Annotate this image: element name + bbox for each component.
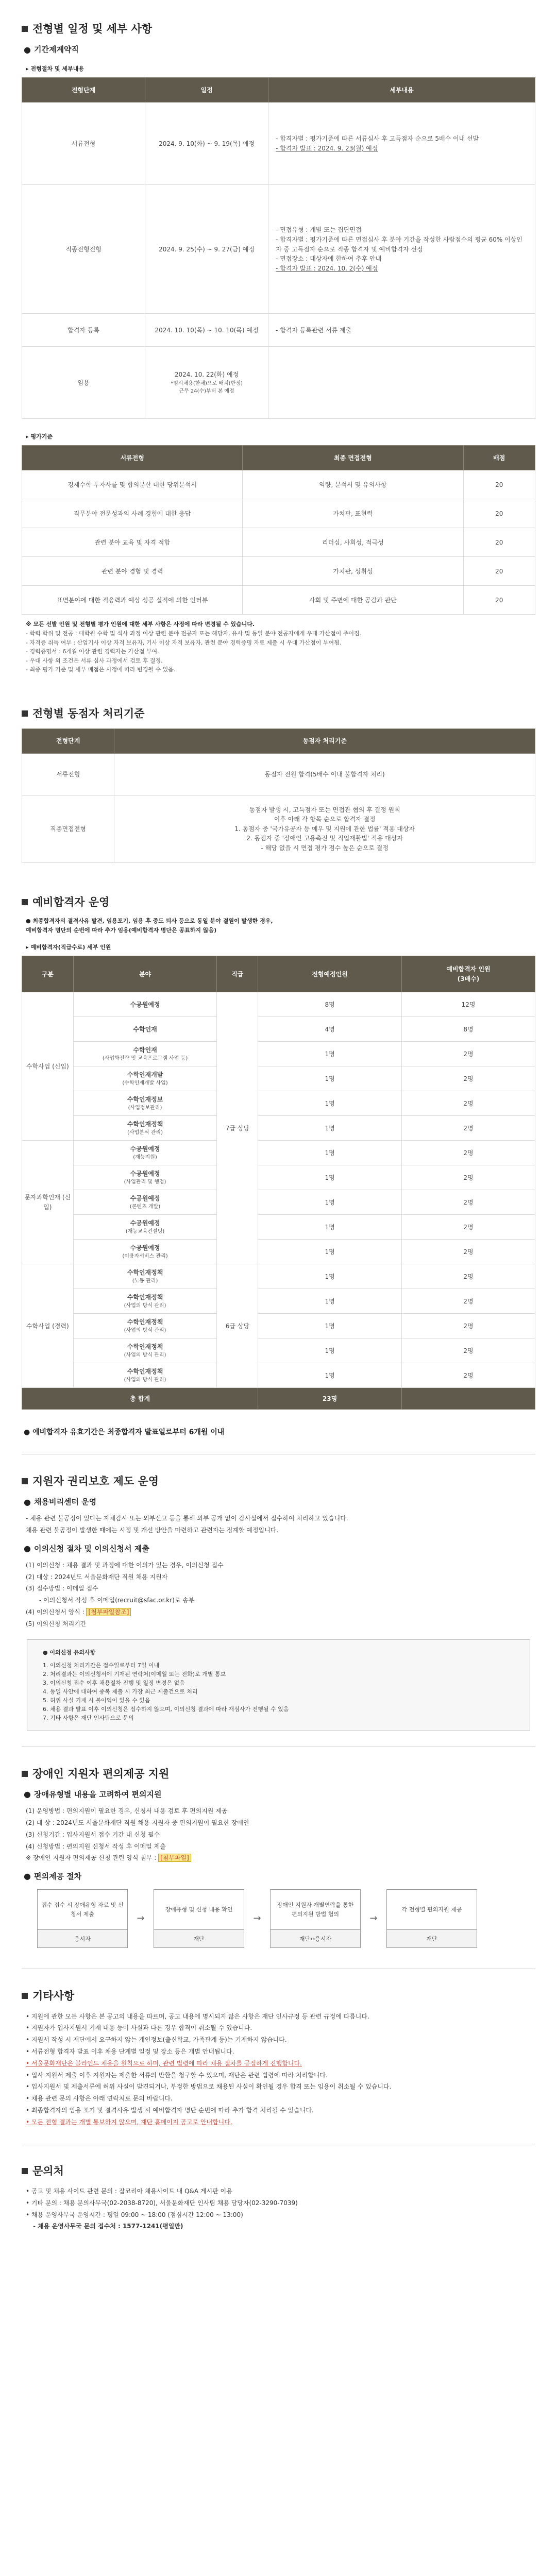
table-row: 관련 분야 경험 및 경력 가치관, 성취성 20 xyxy=(22,557,535,586)
table-row: 수학인재개발 (수학인재개발 사업) 1명 2명 xyxy=(22,1066,535,1091)
process-steps xyxy=(37,1889,535,1948)
contact-list: • 공고 및 채용 사이트 관련 문의 : 잡코리아 채용사이트 내 Q&A 게시판 이용 • 기타 문의 : 채용 문의사무국(02-2038-8720), 서울문화재단 인사팀 채용 담당자(02-3290-7039) • 채용 운영사무국 운영시간 : 평일 09:00 ~ 18:00 (점심시간 12:00 ~ 13:00) - 채용 운영사무국 문의 접수처 : 1577-1241(평일만) xyxy=(26,2188,298,2230)
table-row: 수학인재정책 (사업분석 관리) 1명 2명 xyxy=(22,1116,535,1141)
section-rights-title: 지원자 권리보호 제도 운영 xyxy=(22,1473,535,1490)
step-box: 접수 접수 시 장애유형 자료 및 신청서 제출 응시자 xyxy=(37,1889,128,1948)
table-row: 수공원예정 (콘텐츠 개발) 1명 2명 xyxy=(22,1190,535,1215)
table-header: 전형예정인원 xyxy=(258,956,402,992)
table-row: 관련 분야 교육 및 자격 적합 리더십, 사회성, 적극성 20 xyxy=(22,528,535,557)
section-reserve-title: 예비합격자 운영 xyxy=(22,894,535,911)
table-row: 서류전형 동점자 전원 합격(5배수 이내 불합격자 처리) xyxy=(22,753,535,795)
table-header: 구분 xyxy=(22,956,74,992)
table-row: 직종면접전형 동점자 발생 시, 고득점자 또는 면접관 협의 후 결정 원칙 이후 아래 각 항목 순으로 합격자 결정 1. 동점자 중 '국가유공자 등 예우 및 지원에 관한 법률' 적용 대상자 2. 동점자 중 '장애인 고용촉진 및 직업재활법' 적용 대상자 - 해당 없을 시 면접 평가 점수 높은 순으로 결정 xyxy=(22,795,535,862)
table-row: 임용 2024. 10. 22(화) 예정 *임시채용(한채)으로 배치(한정) 근무 24(수)부터 본 예정 xyxy=(22,347,535,419)
table-row: 문자과학인재 (신입) 수공원예정 (재능지원) 1명 2명 xyxy=(22,1141,535,1165)
subsection-contract: ● 기간제계약직 xyxy=(24,44,79,55)
table-row: 수학인재 (사업화전략 및 교육프로그램 사업 등) 1명 2명 xyxy=(22,1042,535,1066)
table-row: 직종전형전형 2024. 9. 25(수) ~ 9. 27(금) 예정 - 면접유형 : 개별 또는 집단면접 - 합격자별 : 평가기준에 따른 면접심사 후 분야 기간을 작성한 사람점수의 평균 60% 이상인 자 중 고득점자 순으로 직종 합격자 및 예비합격자 선정 - 면접장소 : 대상자에 한하여 추후 안내 - 합격자 발표 : 2024. 10. 2(수) 예정 xyxy=(22,185,535,314)
h3-criteria: ▸ 평가기준 xyxy=(26,433,53,440)
tiebreak-table xyxy=(22,728,535,863)
table-row: 수공원예정 (사업관리 및 행정) 1명 2명 xyxy=(22,1165,535,1190)
h2-center: ● 채용비리센터 운영 xyxy=(24,1497,97,1507)
step-box: 장애유형 및 신청 내용 확인 재단 xyxy=(154,1889,244,1948)
table-row: 수학인재정책 (사업의 방식 관리) 1명 2명 xyxy=(22,1338,535,1363)
arrow-right-icon: → xyxy=(137,1913,145,1924)
section-marker xyxy=(22,710,28,717)
table-row: 직무분야 전문성과의 사례 경험에 대한 응답 가치관, 표현력 20 xyxy=(22,499,535,528)
section-tiebreak-title: 전형별 동점자 처리기준 xyxy=(22,705,535,722)
table-row: 수학사업 (신입) 수공원예정 7급 상당 8명 12명 xyxy=(22,992,535,1017)
reserve-validity: ● 예비합격자 유효기간은 최종합격자 발표일로부터 6개월 이내 xyxy=(24,1428,225,1437)
table-header: 전형단계 xyxy=(22,78,145,103)
h3-process: ▸ 전형절차 및 세부내용 xyxy=(26,65,84,73)
page: 전형별 일정 및 세부 사항 ● 기간제계약직 ▸ 전형절차 및 세부내용 전형단계 일정 세부내용 서류전형 2024. 9. 10(화) ~ 9. 19(목) 예정 - 합격자별 : 평가기준에 따른 서류심사 후 고득점자 순으로 5배수 이내 선발 - 합격자 발표 : 2024. 9. 23(월) 예정 직종전형전형 2024. 9. 25(수) ~ 9. 27(금) 예정 - 면접유형 : 개별 또는 집단면접 - 합격자별 : 평가기준에 따른 면접심사 후 분야 기간을 작성한 사람점수의 평균 60% 이상인 자 중 고득점자 순으로 직종 합격자 및 예비합격자 선정 - 면접장소 : 대상자에 한하여 추후 안내 - 합격자 발표 : 2024. 10. 2(수) 예정 합격자 등록 2024. 10. 10(목) ~ 10. 10(목) 예정 - 합격자 등록관련 서류 제출 임용 2024. 10. 22(화) 예정 *임시채용(한채)으로 배치(한정) 근무 24(수)부터 본 예정 ▸ 평가기준 서류전형 최종 면접전형 배점 경제수학 투자사를 및 합의분산 대한 당위분석서 역량, 분석서 및 유의사항 20 직무분야 전문성과의 사례 경험에 대한 응답 가치관, 표현력 20 관련 분야 교육 및 자격 적합 리더십, 사회성, 적극성 20 관련 분야 경험 및 경력 가치관, 성취성 20 표면분야에 대한 적응력과 예상 성공 실적에 의한 인터뷰 사회 및 주변에 대한 공감과 판단 20 ※ 모든 선발 인원 및 전형별 평가 인원에 대한 세부 사항은 사정에 따라 변경될 수 있습니다. - 학력 학위 및 전공 : 대학원 수학 및 석사 과정 이상 관련 분야 전공자 또는 해당자, 유사 및 동일 분야 전공자에게 우대 가산점이 주어짐. - 자격증 취득 여부 : 산업기사 이상 자격 보유자, 기사 이상 자격 보유자, 관련 분야 경력증명 자료 제출 시 우대 가산점이 부여됨. - 경력증명서 : 6개월 이상 관련 경력자는 가산점 부여. - 우대 사항 외 조건은 서류 심사 과정에서 검토 후 결정. - 최종 평가 기준 및 세부 배점은 사정에 따라 변경될 수 있음. 전형별 동점자 처리기준 전형단계 동점자 처리기준 서류전형 동점자 전원 합격(5배수 이내 불합격자 처리) 직종면접전형 동점자 발생 시, 고득점자 또는 면접관 협의 후 결정 원칙 이후 아래 각 항목 순으로 합격자 결정 1. 동점자 중 '국가유공자 등 예우 및 지원에 관한 법률' 적용 대상자 2. 동점자 중 '장애인 고용촉진 및 직업재활법' 적용 대상자 - 해당 없을 시 면접 평가 점수 높은 순으로 결정 예비합격자 운영 ● 최종합격자의 결격사유 발견, 임용포기, 임용 후 중도 퇴사 등으로 동일 분야 결원이 발생한 경우, 예비합격자 명단의 순번에 따라 추가 임용(예비합격자 명단은 공표하지 않음) ▸ 예비합격자(직급수로) 세부 인원 구분 분야 직급 전형예정인원 예비합격자 인원 (3배수) 수학사업 (신입) 수공원예정 7급 상당 8명 12명 수학인재 4명 8명 수학인재 (사업화전략 및 교육프로그램 사업 등) 1명 2명 수학인재개발 (수학인재개발 사업) 1명 2명 수학인재정보 (사업정보관리) 1명 2명 수학인재정책 (사업분석 관리) 1명 2명 문자과학인재 (신입) 수공원예정 (재능지원) 1명 2명 수공원예정 (사업관리 및 행정) 1명 2명 수공원예정 (콘텐츠 개발) 1명 2명 수공원예정 (재능교육컨설팅) 1명 2명 수공원예정 (이용자서비스 관리) 1명 2명 수학사업 (경력) 수학인재정책 (노동 관리) 6급 상당 1명 2명 수학인재정책 (사업의 방식 관리) 1명 2명 수학인재정책 (사업의 방식 관리) 1명 2명 수학인재정책 (사업의 방식 관리) 1명 2명 수학인재정책 (사업의 방식 관리) 1명 2명 총 합계 23명 ● 예비합격자 유효기간은 최종합격자 발표일로부터 6개월 이내 지원자 권리보호 제도 운영 ● 채용비리센터 운영 - 채용 관련 불공정이 있다는 자체감사 또는 외부신고 등을 통해 외부 공개 없이 감사실에서 접수하여 처리하고 있습니다. 채용 관련 불공정이 발생한 때에는 시정 및 개선 방안을 마련하고 관련자는 징계할 예정입니다. ● 이의신청 절차 및 이의신청서 제출 (1) 이의신청 : 채용 결과 및 과정에 대한 이의가 있는 경우, 이의신청 접수 (2) 대상 : 2024년도 서울문화재단 직원 채용 지원자 (3) 접수방법 : 이메일 접수 - 이의신청서 작성 후 이메일(recruit@sfac.or.kr)로 송부 (4) 이의신청서 양식 : [첨부파일참조] (5) 이의신청 처리기간 ● 이의신청 유의사항 1. 이의신청 처리기간은 접수일로부터 7일 이내 2. 처리결과는 이의신청서에 기재된 연락처(이메일 또는 전화)로 개별 통보 3. 이의신청 접수 이후 채용절차 진행 및 일정 변경은 없음 4. 동일 사안에 대하여 중복 제출 시 가장 최근 제출건으로 처리 5. 허위 사실 기재 시 불이익이 있을 수 있음 6. 채용 결과 발표 이후 이의신청은 접수하지 않으며, 이의신청 결과에 따라 재심사가 진행될 수 있음 7. 기타 사항은 재단 인사팀으로 문의 장애인 지원자 편의제공 지원 ● 장애유형별 내용을 고려하여 편의지원 (1) 운영방법 : 편의지원이 필요한 경우, 신청서 내용 검토 후 편의지원 제공 (2) 대 상 : 2024년도 서울문화재단 직원 채용 지원자 중 편의지원이 필요한 장애인 (3) 신청기간 : 입사지원서 접수 기간 내 신청 필수 (4) 신청방법 : 편의지원 신청서 작성 후 이메일 제출 ※ 장애인 지원자 편의제공 신청 관련 양식 첨부 : [첨부파일] ● 편의제공 절차 접수 접수 시 장애유형 자료 및 신청서 제출 응시자 → 장애유형 및 신청 내용 확인 재단 → 장애인 지원자 개별연락을 통한 편의지원 방법 협의 재단↔응시자 → 각 전형별 편의지원 제공 재단 기타사항 • 지원에 관한 모든 사항은 본 공고의 내용을 따르며, 공고 내용에 명시되지 않은 사항은 재단 인사규정 등 관련 규정에 따릅니다. • 지원자가 입사지원서 기재 내용 등이 사실과 다른 경우 합격이 취소될 수 있습니다. • 지원서 작성 시 재단에서 요구하지 않는 개인정보(출신학교, 가족관계 등)는 기재하지 않습니다. • 서류전형 합격자 발표 이후 채용 단계별 일정 및 장소 등은 개별 안내됩니다. • 서울문화재단은 블라인드 채용을 원칙으로 하며, 관련 법령에 따라 채용 절차를 공정하게 진행합니다. • 입사 지원서 제출 이후 지원자는 제출한 서류의 반환을 청구할 수 있으며, 재단은 관련 법령에 따라 처리합니다. • 입사지원서 및 제출서류에 허위 사실이 발견되거나, 부정한 방법으로 채용된 사실이 확인될 경우 합격 또는 임용이 취소될 수 있습니다. • 채용 관련 문의 사항은 아래 연락처로 문의 바랍니다. • 최종합격자의 임용 포기 및 결격사유 발생 시 예비합격자 명단 순번에 따라 추가 합격 처리될 수 있습니다. • 모든 전형 결과는 개별 통보하지 않으며, 재단 홈페이지 공고로 안내합니다. 문의처 • 공고 및 채용 사이트 관련 문의 : 잡코리아 채용사이트 내 Q&A 게시판 이용 • 기타 문의 : 채용 문의사무국(02-2038-8720), 서울문화재단 인사팀 채용 담당자(02-3290-7039) • 채용 운영사무국 운영시간 : 평일 09:00 ~ 18:00 (점심시간 12:00 ~ 13:00) - 채용 운영사무국 문의 접수처 : 1577-1241(평일만) xyxy=(0,0,557,2576)
table-header: 세부내용 xyxy=(268,78,535,103)
schedule-table xyxy=(22,77,535,419)
table-header: 일정 xyxy=(145,78,268,103)
table-row: 수학사업 (경력) 수학인재정책 (노동 관리) 6급 상당 1명 2명 xyxy=(22,1264,535,1289)
section-schedule-title: 전형별 일정 및 세부 사항 xyxy=(22,21,535,38)
table-row: 수학인재정보 (사업정보관리) 1명 2명 xyxy=(22,1091,535,1116)
section-marker xyxy=(22,1478,28,1484)
table-row: 서류전형 2024. 9. 10(화) ~ 9. 19(목) 예정 - 합격자별 : 평가기준에 따른 서류심사 후 고득점자 순으로 5배수 이내 선발 - 합격자 발표 : 2024. 9. 23(월) 예정 xyxy=(22,103,535,185)
appeal-notice-box: ● 이의신청 유의사항 1. 이의신청 처리기간은 접수일로부터 7일 이내 2. 처리결과는 이의신청서에 기재된 연락처(이메일 또는 전화)로 개별 통보 3. 이의신청 접수 이후 채용절차 진행 및 일정 변경은 없음 4. 동일 사안에 대하여 중복 제출 시 가장 최근 제출건으로 처리 5. 허위 사실 기재 시 불이익이 있을 수 있음 6. 채용 결과 발표 이후 이의신청은 접수하지 않으며, 이의신청 결과에 따라 재심사가 진행될 수 있음 7. 기타 사항은 재단 인사팀으로 문의 xyxy=(27,1639,530,1731)
disability-form-link[interactable]: [첨부파일] xyxy=(158,1854,191,1862)
table-header: 서류전형 xyxy=(22,446,243,470)
arrow-right-icon: → xyxy=(253,1913,261,1924)
table-header: 배점 xyxy=(463,446,535,470)
h3-reserve: ▸ 예비합격자(직급수로) 세부 인원 xyxy=(26,944,111,951)
total-row: 총 합계 23명 xyxy=(22,1388,535,1410)
table-row: 수학인재정책 (사업의 방식 관리) 1명 2명 xyxy=(22,1363,535,1388)
section-etc-title: 기타사항 xyxy=(22,1988,535,2005)
h2-appeal: ● 이의신청 절차 및 이의신청서 제출 xyxy=(24,1543,149,1553)
section-contact-title: 문의처 xyxy=(22,2163,535,2180)
table-row: 합격자 등록 2024. 10. 10(목) ~ 10. 10(목) 예정 - 합격자 등록관련 서류 제출 xyxy=(22,314,535,347)
table-header: 직급 xyxy=(217,956,258,992)
section-marker xyxy=(22,2168,28,2174)
section-disability-title: 장애인 지원자 편의제공 지원 xyxy=(22,1766,535,1783)
section-marker xyxy=(22,26,28,32)
table-row: 수공원예정 (재능교육컨설팅) 1명 2명 xyxy=(22,1215,535,1240)
table-header: 분야 xyxy=(73,956,217,992)
table-row: 경제수학 투자사를 및 합의분산 대한 당위분석서 역량, 분석서 및 유의사항 20 xyxy=(22,470,535,499)
step-box: 각 전형별 편의지원 제공 재단 xyxy=(386,1889,477,1948)
step-box: 장애인 지원자 개별연락을 통한 편의지원 방법 협의 재단↔응시자 xyxy=(270,1889,361,1948)
criteria-table xyxy=(22,445,535,615)
reserve-body xyxy=(22,992,535,1388)
arrow-right-icon: → xyxy=(369,1913,378,1924)
table-row: 수학인재정책 (사업의 방식 관리) 1명 2명 xyxy=(22,1314,535,1338)
table-row: 수학인재 4명 8명 xyxy=(22,1017,535,1042)
h2-disability: ● 장애유형별 내용을 고려하여 편의지원 xyxy=(24,1789,162,1800)
section-marker xyxy=(22,899,28,905)
section-marker xyxy=(22,1771,28,1777)
table-row: 수공원예정 (이용자서비스 관리) 1명 2명 xyxy=(22,1240,535,1264)
etc-list: • 지원에 관한 모든 사항은 본 공고의 내용을 따르며, 공고 내용에 명시되지 않은 사항은 재단 인사규정 등 관련 규정에 따릅니다. • 지원자가 입사지원서 기재 내용 등이 사실과 다른 경우 합격이 취소될 수 있습니다. • 지원서 작성 시 재단에서 요구하지 않는 개인정보(출신학교, 가족관계 등)는 기재하지 않습니다. • 서류전형 합격자 발표 이후 채용 단계별 일정 및 장소 등은 개별 안내됩니다. • 서울문화재단은 블라인드 채용을 원칙으로 하며, 관련 법령에 따라 채용 절차를 공정하게 진행합니다. • 입사 지원서 제출 이후 지원자는 제출한 서류의 반환을 청구할 수 있으며, 재단은 관련 법령에 따라 처리합니다. • 입사지원서 및 제출서류에 허위 사실이 발견되거나, 부정한 방법으로 채용된 사실이 확인될 경우 합격 또는 임용이 취소될 수 있습니다. • 채용 관련 문의 사항은 아래 연락처로 문의 바랍니다. • 최종합격자의 임용 포기 및 결격사유 발생 시 예비합격자 명단 순번에 따라 추가 합격 처리될 수 있습니다. • 모든 전형 결과는 개별 통보하지 않으며, 재단 홈페이지 공고로 안내합니다. xyxy=(26,2012,392,2126)
h2-steps: ● 편의제공 절차 xyxy=(24,1871,82,1882)
table-row: 표면분야에 대한 적응력과 예상 성공 실적에 의한 인터뷰 사회 및 주변에 대한 공감과 판단 20 xyxy=(22,586,535,615)
appeal-form-link[interactable]: [첨부파일참조] xyxy=(86,1608,131,1616)
section-marker xyxy=(22,1993,28,1999)
table-header: 전형단계 xyxy=(22,728,114,753)
criteria-notes: ※ 모든 선발 인원 및 전형별 평가 인원에 대한 세부 사항은 사정에 따라 변경될 수 있습니다. - 학력 학위 및 전공 : 대학원 수학 및 석사 과정 이상 관련 분야 전공자 또는 해당자, 유사 및 동일 분야 전공자에게 우대 가산점이 주어짐. - 자격증 취득 여부 : 산업기사 이상 자격 보유자, 기사 이상 자격 보유자, 관련 분야 경력증명 자료 제출 시 우대 가산점이 부여됨. - 경력증명서 : 6개월 이상 관련 경력자는 가산점 부여. - 우대 사항 외 조건은 서류 심사 과정에서 검토 후 결정. - 최종 평가 기준 및 세부 배점은 사정에 따라 변경될 수 있음. xyxy=(26,621,362,673)
table-header: 최종 면접전형 xyxy=(243,446,463,470)
table-header: 동점자 처리기준 xyxy=(114,728,535,753)
table-header: 예비합격자 인원 (3배수) xyxy=(402,956,535,992)
reserve-table xyxy=(22,956,535,1410)
table-row: 수학인재정책 (사업의 방식 관리) 1명 2명 xyxy=(22,1289,535,1314)
